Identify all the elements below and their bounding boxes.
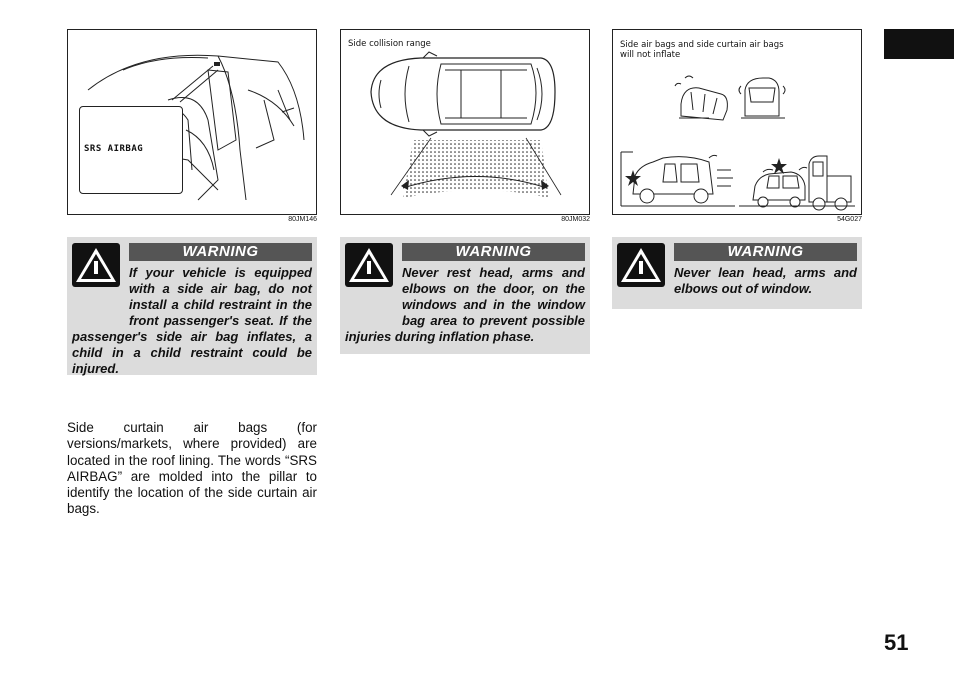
side-curtain-airbag-paragraph: Side curtain air bags (for versions/markets, where provided) are located in the roof lining. The words “SRS AIRBAG” are molded into the pillar to identify the location of the side curtain air bags. [67,420,317,517]
page-number: 51 [884,630,909,655]
figure-code-2: 80JM032 [561,216,590,223]
figure-caption-3-line-1: Side air bags and side curtain air bags [620,40,784,50]
warning-text-1-spacer [72,265,129,317]
srs-airbag-label: SRS AIRBAG [84,144,144,154]
warning-box-3 [612,237,862,309]
srs-airbag-label-box [79,106,183,194]
warning-text-3-container [617,265,857,317]
warning-text-3-spacer [617,265,674,317]
figure-side-collision-range [340,29,590,215]
warning-text-1-container [72,265,312,377]
warning-box-1 [67,237,317,375]
figure-code-3: 54G027 [837,216,862,223]
warning-text-2-spacer [345,265,402,317]
figure-caption-3-line-2: will not inflate [620,50,681,60]
warning-text-2-container [345,265,585,345]
warning-title-1: WARNING [129,243,312,261]
car-top-view-illustration [341,30,589,214]
warning-box-2 [340,237,590,354]
figure-code-1: 80JM146 [288,216,317,223]
collision-scenarios-illustration [613,30,861,214]
warning-text-2: Never rest head, arms and elbows on the door, on the windows and in the window bag area to prevent possible injuries during inflation phase. [345,265,585,344]
figure-airbags-will-not-inflate [612,29,862,215]
warning-text-1: If your vehicle is equipped with a side air bag, do not install a child restraint in the front passenger's seat. If the passenger's side air bag inflates, a child in a child restraint could be injured. [72,265,312,376]
warning-text-3: Never lean head, arms and elbows out of window. [674,265,857,296]
section-tab [884,29,954,59]
figure-srs-airbag [67,29,317,215]
warning-title-3: WARNING [674,243,857,261]
figure-caption-2: Side collision range [348,39,431,49]
warning-title-2: WARNING [402,243,585,261]
